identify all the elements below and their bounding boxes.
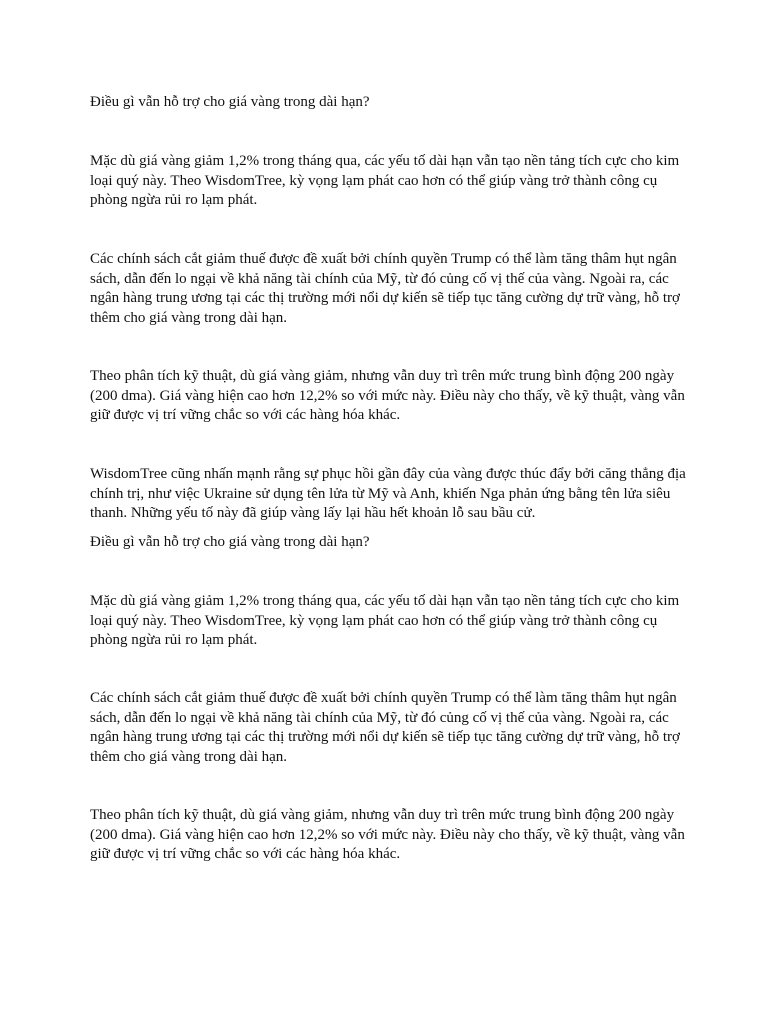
section-heading-repeat: Điều gì vẫn hỗ trợ cho giá vàng trong dài hạn?: [90, 534, 370, 550]
section-heading: Điều gì vẫn hỗ trợ cho giá vàng trong dài hạn?: [90, 94, 370, 110]
paragraph-geopolitics: WisdomTree cũng nhấn mạnh rằng sự phục hồi gần đây của vàng được thúc đẩy bởi căng thẳng địa chính trị, như việc Ukraine sử dụng tên lửa từ Mỹ và Anh, khiến Nga phản ứng bằng tên lửa siêu thanh. Những yếu tố này đã giúp vàng lấy lại hầu hết khoản lỗ sau bầu cử.: [90, 466, 686, 521]
paragraph-technical: Theo phân tích kỹ thuật, dù giá vàng giảm, nhưng vẫn duy trì trên mức trung bình động 200 ngày (200 dma). Giá vàng hiện cao hơn 12,2% so với mức này. Điều này cho thấy, về kỹ thuật, vàng vẫn giữ được vị trí vững chắc so với các hàng hóa khác.: [90, 368, 685, 423]
paragraph-decline-repeat: Mặc dù giá vàng giảm 1,2% trong tháng qua, các yếu tố dài hạn vẫn tạo nền tảng tích cực cho kim loại quý này. Theo WisdomTree, kỳ vọng lạm phát cao hơn có thể giúp vàng trở thành công cụ phòng ngừa rủi ro lạm phát.: [90, 593, 680, 648]
paragraph-technical-repeat: Theo phân tích kỹ thuật, dù giá vàng giảm, nhưng vẫn duy trì trên mức trung bình động 200 ngày (200 dma). Giá vàng hiện cao hơn 12,2% so với mức này. Điều này cho thấy, về kỹ thuật, vàng vẫn giữ được vị trí vững chắc so với các hàng hóa khác.: [90, 807, 685, 862]
paragraph-tax-policy-repeat: Các chính sách cắt giảm thuế được đề xuất bởi chính quyền Trump có thể làm tăng thâm hụt ngân sách, dẫn đến lo ngại về khả năng tài chính của Mỹ, từ đó củng cố vị thế của vàng. Ngoài ra, các ngân hàng trung ương tại các thị trường mới nổi dự kiến sẽ tiếp tục tăng cường dự trữ vàng, hỗ trợ thêm cho giá vàng trong dài hạn.: [90, 690, 680, 765]
paragraph-decline: Mặc dù giá vàng giảm 1,2% trong tháng qua, các yếu tố dài hạn vẫn tạo nền tảng tích cực cho kim loại quý này. Theo WisdomTree, kỳ vọng lạm phát cao hơn có thể giúp vàng trở thành công cụ phòng ngừa rủi ro lạm phát.: [90, 153, 680, 208]
paragraph-tax-policy: Các chính sách cắt giảm thuế được đề xuất bởi chính quyền Trump có thể làm tăng thâm hụt ngân sách, dẫn đến lo ngại về khả năng tài chính của Mỹ, từ đó củng cố vị thế của vàng. Ngoài ra, các ngân hàng trung ương tại các thị trường mới nổi dự kiến sẽ tiếp tục tăng cường dự trữ vàng, hỗ trợ thêm cho giá vàng trong dài hạn.: [90, 251, 680, 326]
